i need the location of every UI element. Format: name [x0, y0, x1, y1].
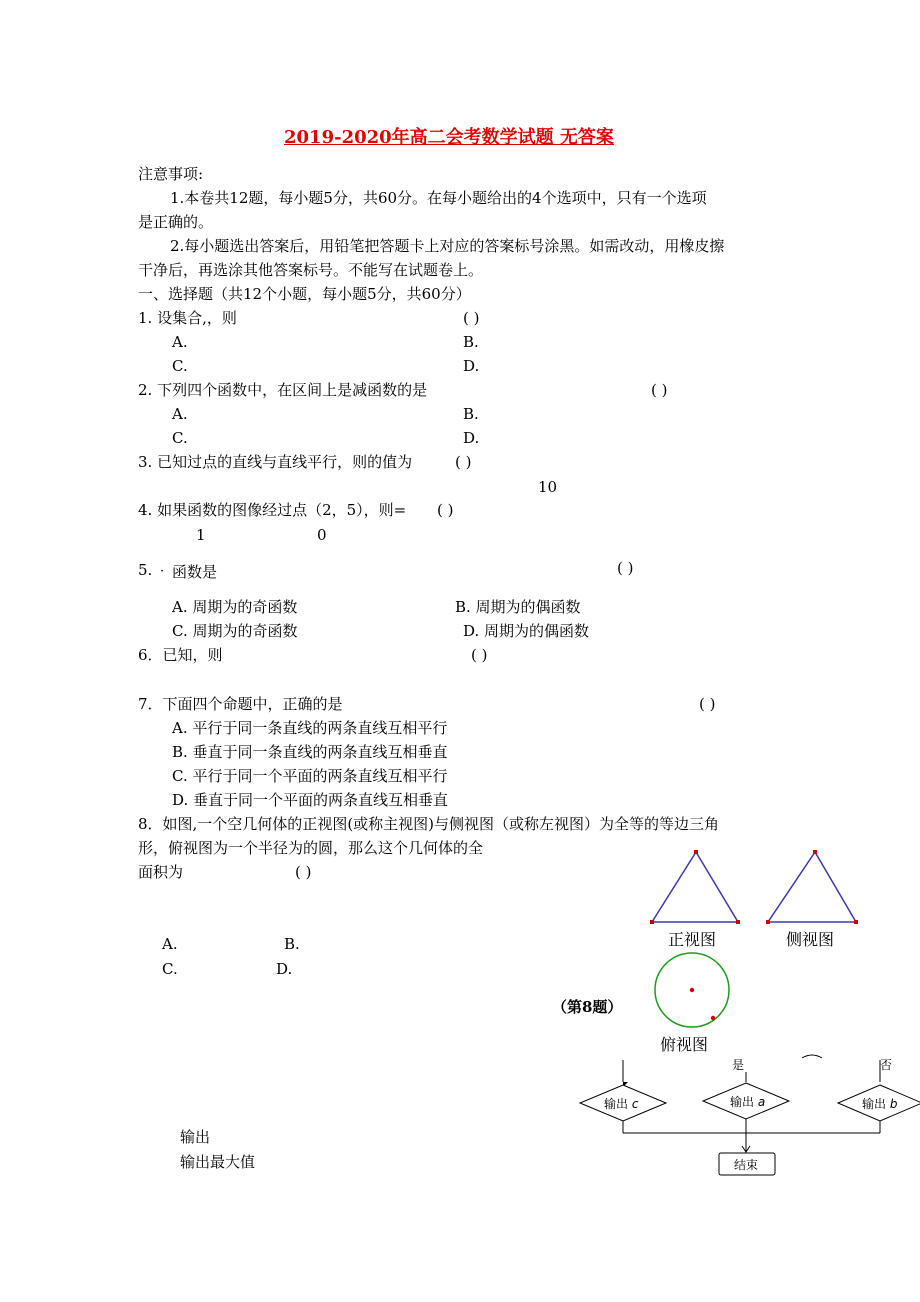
q7-answer-paren: ( ) [699, 695, 716, 713]
q7-option-b: B. 垂直于同一条直线的两条直线互相垂直 [172, 743, 448, 761]
notice-heading: 注意事项: [138, 165, 204, 183]
q1-answer-paren: ( ) [463, 309, 480, 327]
q2-option-b: B. [463, 405, 479, 423]
q2-option-c: C. [172, 429, 188, 447]
q8-option-c: C. [162, 960, 178, 978]
output-b-label: 输出 b [862, 1097, 898, 1111]
q7-stem: 7．下面四个命题中，正确的是 [138, 695, 343, 713]
q6-answer-paren: ( ) [471, 646, 488, 664]
q1-option-d: D. [463, 357, 480, 375]
q7-option-c: C. 平行于同一个平面的两条直线互相平行 [172, 767, 448, 785]
q8-stem-line-3: 面积为 [138, 863, 184, 881]
q3-stem: 3. 已知过点的直线与直线平行，则的值为 [138, 453, 413, 471]
page-title: 2019-2020年高二会考数学试题 无答案 [284, 127, 614, 148]
branch-no-label: 否 [880, 1058, 893, 1072]
q2-stem: 2. 下列四个函数中，在区间上是减函数的是 [138, 381, 428, 399]
q3-option-value: 10 [538, 478, 558, 496]
top-view-circle [655, 953, 729, 1027]
left-output-max-text: 输出最大值 [180, 1153, 256, 1171]
top-view-label: 俯视图 [660, 1035, 709, 1054]
front-view-label: 正视图 [668, 930, 717, 949]
q5-option-a: A. 周期为的奇函数 [172, 598, 298, 616]
q8-stem-line-1: 8．如图,一个空几何体的正视图(或称主视图)与侧视图（或称左视图）为全等的等边三角 [138, 815, 720, 833]
q1-option-c: C. [172, 357, 188, 375]
output-a-label: 输出 a [730, 1095, 766, 1109]
q8-option-b: B. [284, 935, 300, 953]
q3-answer-paren: ( ) [455, 453, 472, 471]
q4-option-1: 1 [196, 526, 206, 544]
q5-option-c: C. 周期为的奇函数 [172, 622, 298, 640]
q8-option-a: A. [162, 935, 178, 953]
q8-option-d: D. [276, 960, 293, 978]
figure-caption: （第8题） [552, 998, 623, 1016]
q1-option-b: B. [463, 333, 479, 351]
q4-stem: 4. 如果函数的图像经过点（2，5），则= [138, 501, 407, 519]
q2-option-d: D. [463, 429, 480, 447]
q8-stem-line-2: 形，俯视图为一个半径为的圆，那么这个几何体的全 [138, 839, 484, 857]
notice-item-1: 1.本卷共12题，每小题5分，共60分。在每小题给出的4个选项中，只有一个选项 [170, 189, 707, 207]
q5-option-b: B. 周期为的偶函数 [455, 598, 581, 616]
side-view-label: 侧视图 [786, 930, 835, 949]
q5-number: 5. [138, 561, 153, 579]
branch-yes-label: 是 [732, 1058, 745, 1072]
front-view-triangle [650, 850, 740, 924]
end-label: 结束 [734, 1158, 759, 1172]
q7-option-a: A. 平行于同一条直线的两条直线互相平行 [172, 719, 448, 737]
notice-item-1-cont: 是正确的。 [138, 213, 214, 231]
notice-item-2: 2.每小题选出答案后，用铅笔把答题卡上对应的答案标号涂黑。如需改动，用橡皮擦 [170, 237, 725, 255]
q4-answer-paren: ( ) [437, 501, 454, 519]
q5-stem: 函数是 [172, 563, 218, 581]
section-heading: 一、选择题（共12个小题，每小题5分，共60分） [138, 285, 471, 303]
q7-option-d: D. 垂直于同一个平面的两条直线互相垂直 [172, 791, 449, 809]
notice-item-2-cont: 干净后，再选涂其他答案标号。不能写在试题卷上。 [138, 261, 484, 279]
q2-option-a: A. [172, 405, 188, 423]
left-output-text: 输出 [180, 1128, 211, 1146]
q2-answer-paren: ( ) [651, 381, 668, 399]
q4-option-0: 0 [317, 526, 327, 544]
output-c-label: 输出 c [604, 1097, 639, 1111]
q6-stem: 6．已知，则 [138, 646, 223, 664]
q5-answer-paren: ( ) [617, 559, 634, 577]
q5-dot: · [160, 564, 165, 579]
q8-answer-paren: ( ) [295, 863, 312, 881]
q1-option-a: A. [172, 333, 188, 351]
side-view-triangle [766, 850, 858, 924]
q1-stem: 1. 设集合,，则 [138, 309, 237, 327]
q5-option-d: D. 周期为的偶函数 [463, 622, 590, 640]
